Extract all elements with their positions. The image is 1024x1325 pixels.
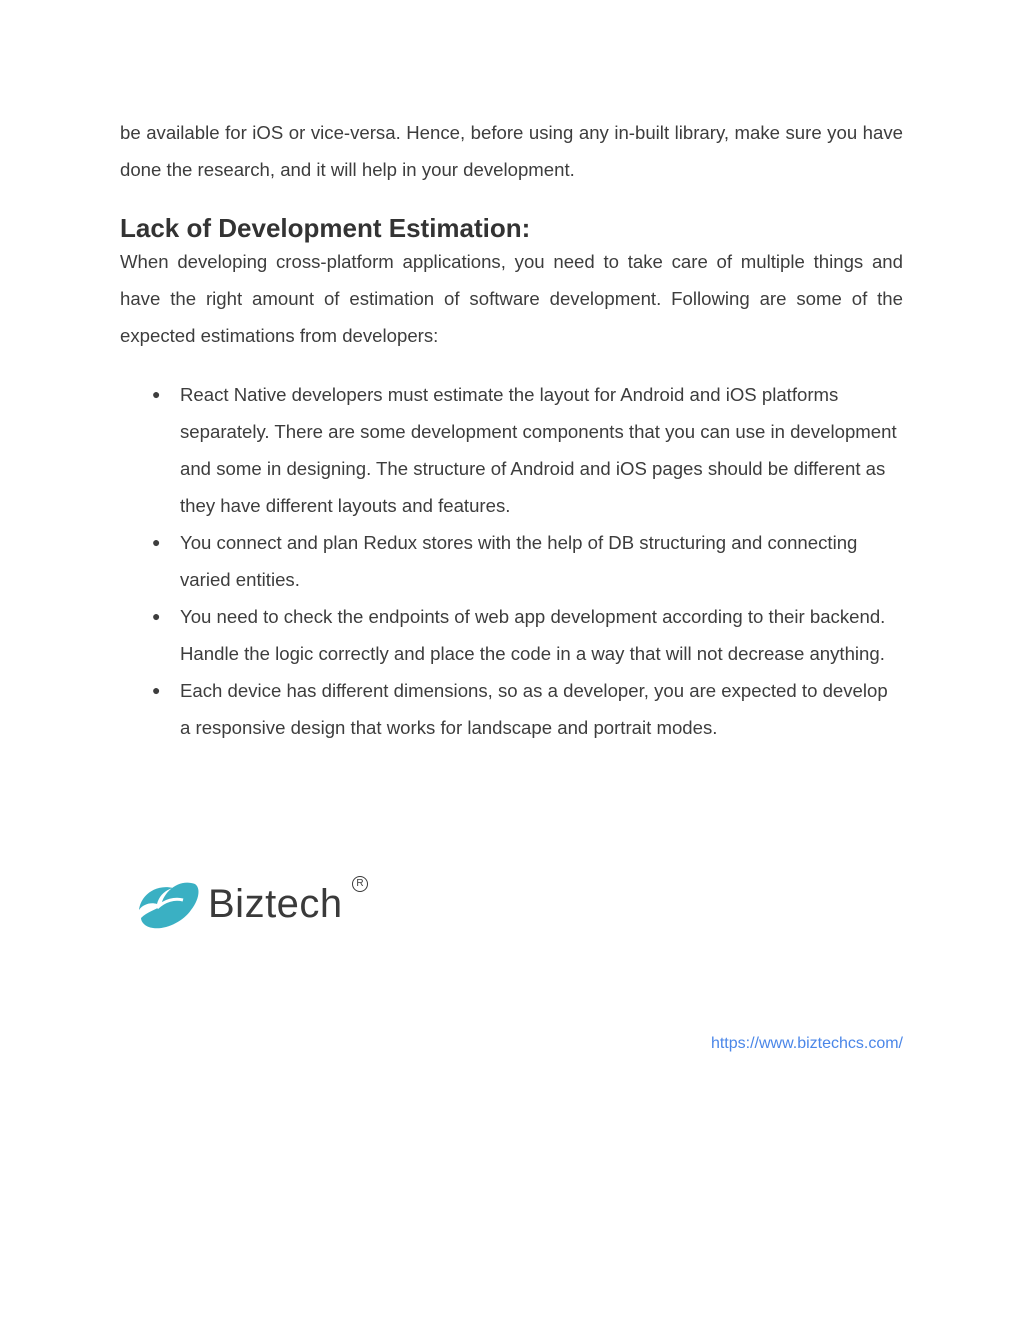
list-item-text: You connect and plan Redux stores with the help of DB structuring and connecting varied entities.: [180, 532, 858, 590]
list-item: [120, 672, 903, 746]
bullet-icon: ●: [152, 386, 161, 402]
intro-paragraph: be available for iOS or vice-versa. Hence, before using any in-built library, make sure you have done the research, and it will help in your development.: [120, 122, 903, 180]
list-item: [120, 376, 903, 524]
biztech-logo-icon: [135, 872, 205, 936]
bullet-icon: ●: [152, 534, 161, 550]
registered-mark: R: [352, 876, 368, 892]
estimation-list: [120, 376, 903, 746]
biztech-logo: [135, 872, 375, 936]
section-heading: Lack of Development Estimation:: [120, 213, 531, 243]
website-link[interactable]: https://www.biztechcs.com/: [710, 1035, 903, 1052]
list-item-text: Each device has different dimensions, so as a developer, you are expected to develop a responsive design that works for landscape and portrait modes.: [180, 680, 888, 738]
bullet-icon: ●: [152, 682, 161, 698]
list-item-text: You need to check the endpoints of web app development according to their backend. Handle the logic correctly and place the code in a way that will not decrease anything.: [180, 606, 886, 664]
list-item: [120, 524, 903, 598]
logo-wordmark: Biztech: [208, 882, 343, 926]
bullet-icon: ●: [152, 608, 161, 624]
list-item: [120, 598, 903, 672]
section-description: When developing cross-platform applications, you need to take care of multiple things and have the right amount of estimation of software development. Following are some of the expected estimations from developers:: [120, 251, 903, 346]
list-item-text: React Native developers must estimate the layout for Android and iOS platforms separately. There are some development components that you can use in development and some in designing. The structure of Android and iOS pages should be different as they have different layouts and features.: [180, 384, 897, 516]
